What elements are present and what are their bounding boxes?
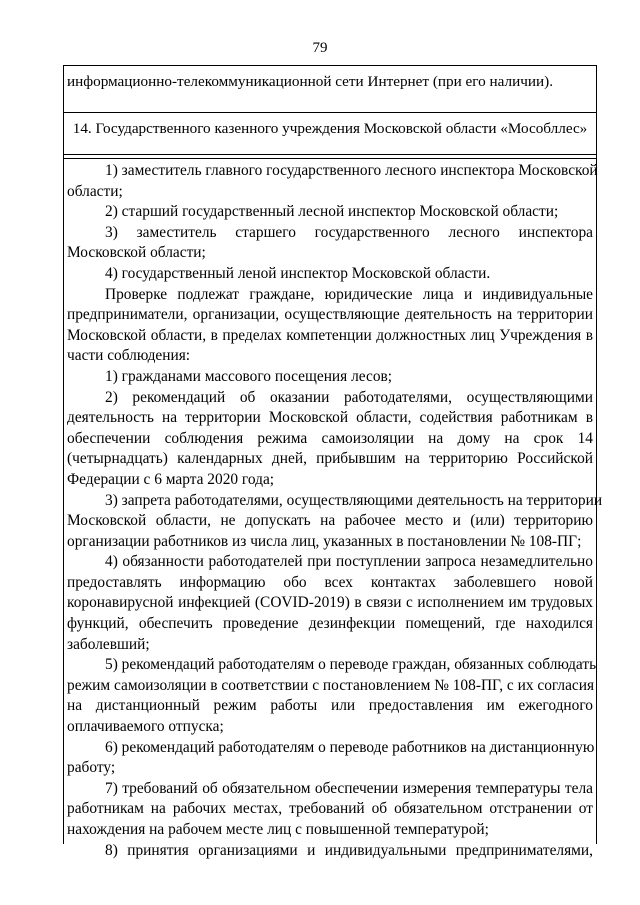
body-text-line: организации работников из числа лиц, указанных в постановлении № 108-ПГ; — [67, 532, 582, 550]
section-body — [64, 158, 603, 859]
body-text-line: функций, обеспечить проведение дезинфекции помещений, где находился — [67, 615, 593, 633]
body-text-line: режим самоизоляции в соответствии с постановлением № 108-ПГ, с их согласия — [67, 676, 595, 694]
section-heading-row — [64, 112, 596, 155]
body-text-line: коронавирусной инфекцией (COVID-2019) в связи с исполнением им трудовых — [67, 594, 593, 612]
body-text-line: 6) рекомендаций работодателям о переводе работников на дистанционную — [105, 738, 595, 756]
body-text-line: 4) государственный леной инспектор Московской области. — [105, 264, 491, 282]
body-text-line: 4) обязанности работодателей при поступлении запроса незамедлительно — [105, 553, 593, 571]
body-text-line: работу; — [67, 759, 116, 777]
continuation-row — [64, 65, 596, 112]
body-text-line: 3) заместитель старшего государственного лесного инспектора — [105, 223, 593, 241]
body-text-line: 8) принятия организациями и индивидуальными предпринимателями, — [105, 841, 593, 859]
body-text-line: 2) рекомендаций об оказании работодателями, осуществляющими — [105, 388, 593, 406]
continuation-text: информационно-телекоммуникационной сети Интернет (при его наличии). — [67, 73, 553, 90]
body-text-line: на дистанционный режим работы или предоставления им ежегодного — [67, 697, 593, 715]
page-number: 79 — [312, 40, 328, 56]
body-text-line: оплачиваемого отпуска; — [67, 718, 224, 736]
body-text-line: 2) старший государственный лесной инспектор Московской области; — [105, 203, 559, 221]
section-heading: 14. Государственного казенного учреждения Московской области «Мособллес» — [72, 120, 588, 137]
body-text-line: части соблюдения: — [67, 347, 191, 365]
body-text-line: деятельность на территории Московской области, содействия работникам в — [67, 409, 593, 427]
body-text-line: Московской области, не допускать на рабочее место и (или) территорию — [67, 512, 593, 530]
body-text-line: обеспечении соблюдения режима самоизоляции на дому на срок 14 — [67, 429, 593, 447]
body-text-line: предоставлять информацию обо всех контактах заболевшего новой — [67, 573, 593, 591]
body-text-line: нахождения на рабочем месте лиц с повышенной температурой; — [67, 821, 489, 838]
body-text-line: работникам на рабочих местах, требований об обязательном отстранении от — [67, 800, 593, 818]
body-text-line: Проверке подлежат граждане, юридические лица и индивидуальные — [105, 285, 593, 303]
body-text-line: Московской области, в пределах компетенции должностных лиц Учреждения в — [67, 326, 593, 344]
body-text-line: 1) гражданами массового посещения лесов; — [105, 367, 393, 385]
body-text-line: (четырнадцать) календарных дней, прибывшим на территорию Российской — [67, 450, 593, 468]
body-text-line: 5) рекомендаций работодателям о переводе граждан, обязанных соблюдать — [105, 656, 597, 674]
document-table — [63, 65, 603, 859]
body-text-line: Федерации с 6 марта 2020 года; — [67, 470, 275, 488]
body-text-line: 1) заместитель главного государственного лесного инспектора Московской — [105, 162, 598, 179]
body-text-line: 3) запрета работодателями, осуществляющими деятельность на территории — [105, 491, 603, 509]
body-text-line: области; — [67, 182, 123, 200]
body-text-line: Московской области; — [67, 244, 206, 262]
body-text-line: предприниматели, организации, осуществляющие деятельность на территории — [67, 306, 593, 324]
body-text-line: 7) требований об обязательном обеспечении измерения температуры тела — [105, 779, 593, 797]
body-text-line: заболевший; — [67, 635, 150, 653]
